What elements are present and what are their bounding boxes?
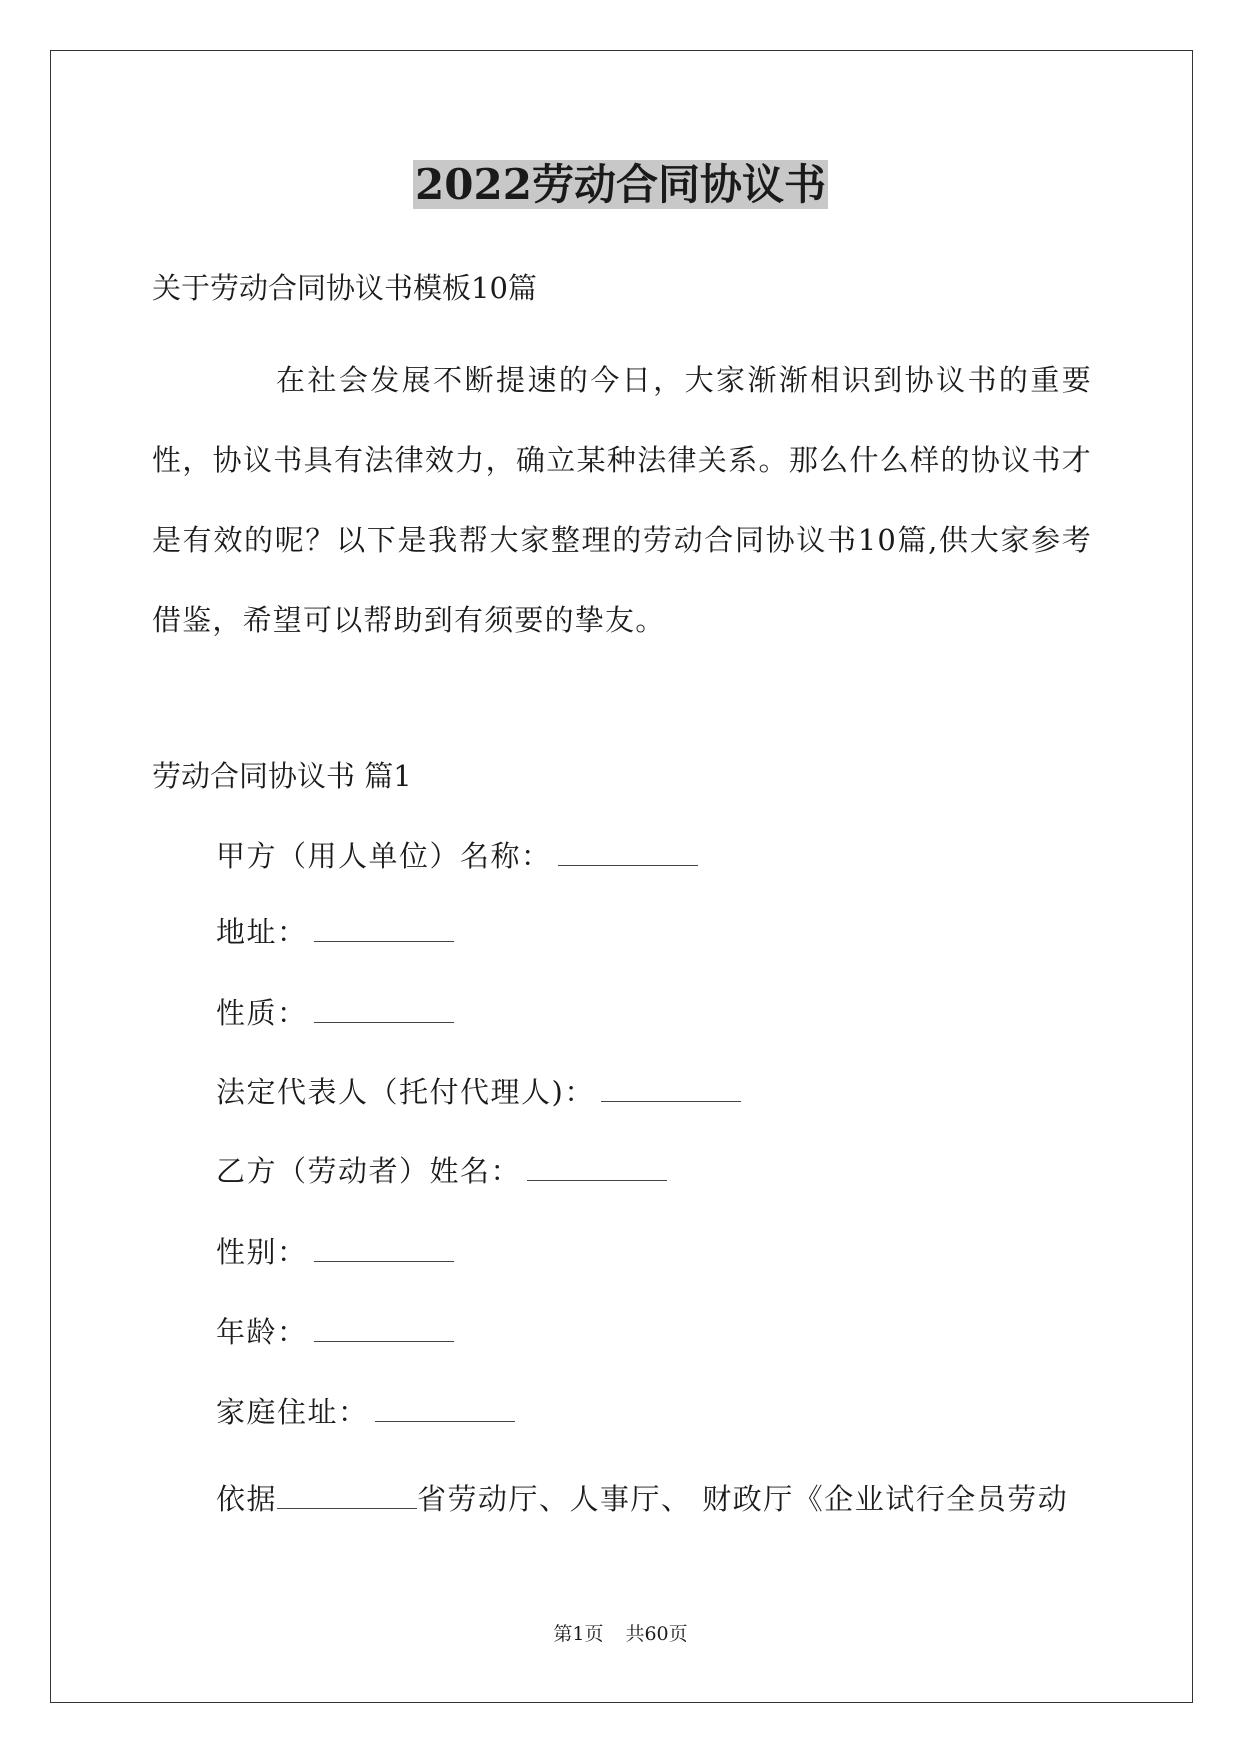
field-nature	[216, 993, 454, 1033]
field-label: 甲方（用人单位）名称：	[216, 839, 552, 873]
page-total: 共60页	[625, 1623, 688, 1645]
field-label: 地址：	[216, 915, 308, 949]
document-title	[0, 155, 1241, 215]
blank-line	[314, 917, 454, 942]
field-legal-representative	[216, 1072, 741, 1112]
blank-line	[558, 841, 698, 866]
field-label: 家庭住址：	[216, 1395, 369, 1429]
field-employer-name	[216, 836, 698, 876]
field-home-address	[216, 1392, 515, 1432]
field-employee-name	[216, 1151, 667, 1191]
section-heading: 劳动合同协议书 篇1	[152, 759, 412, 793]
blank-line	[314, 1317, 454, 1342]
document-subtitle: 关于劳动合同协议书模板10篇	[152, 271, 537, 305]
basis-prefix: 依据	[216, 1482, 278, 1516]
basis-suffix: 省劳动厅、人事厅、 财政厅《企业试行全员劳动	[417, 1482, 1069, 1516]
field-age	[216, 1312, 454, 1352]
field-gender	[216, 1232, 454, 1272]
page-footer	[0, 1620, 1241, 1648]
field-label: 法定代表人（托付代理人)：	[216, 1075, 595, 1109]
basis-line	[216, 1479, 1068, 1519]
field-address	[216, 912, 454, 952]
blank-line	[314, 998, 454, 1023]
blank-line	[527, 1156, 667, 1181]
blank-line	[277, 1484, 417, 1509]
field-label: 性质：	[216, 996, 308, 1030]
field-label: 年龄：	[216, 1315, 308, 1349]
field-label: 性别：	[216, 1235, 308, 1269]
blank-line	[375, 1397, 515, 1422]
blank-line	[601, 1077, 741, 1102]
document-title-text: 2022劳动合同协议书	[415, 160, 826, 209]
page-number: 第1页	[553, 1623, 604, 1645]
field-label: 乙方（劳动者）姓名：	[216, 1154, 522, 1188]
intro-paragraph: 在社会发展不断提速的今日，大家渐渐相识到协议书的重要性，协议书具有法律效力，确立某种法律关系。那么什么样的协议书才是有效的呢？以下是我帮大家整理的劳动合同协议书10篇,供大家参考借鉴，希望可以帮助到有须要的挚友。	[152, 363, 1092, 637]
blank-line	[314, 1237, 454, 1262]
